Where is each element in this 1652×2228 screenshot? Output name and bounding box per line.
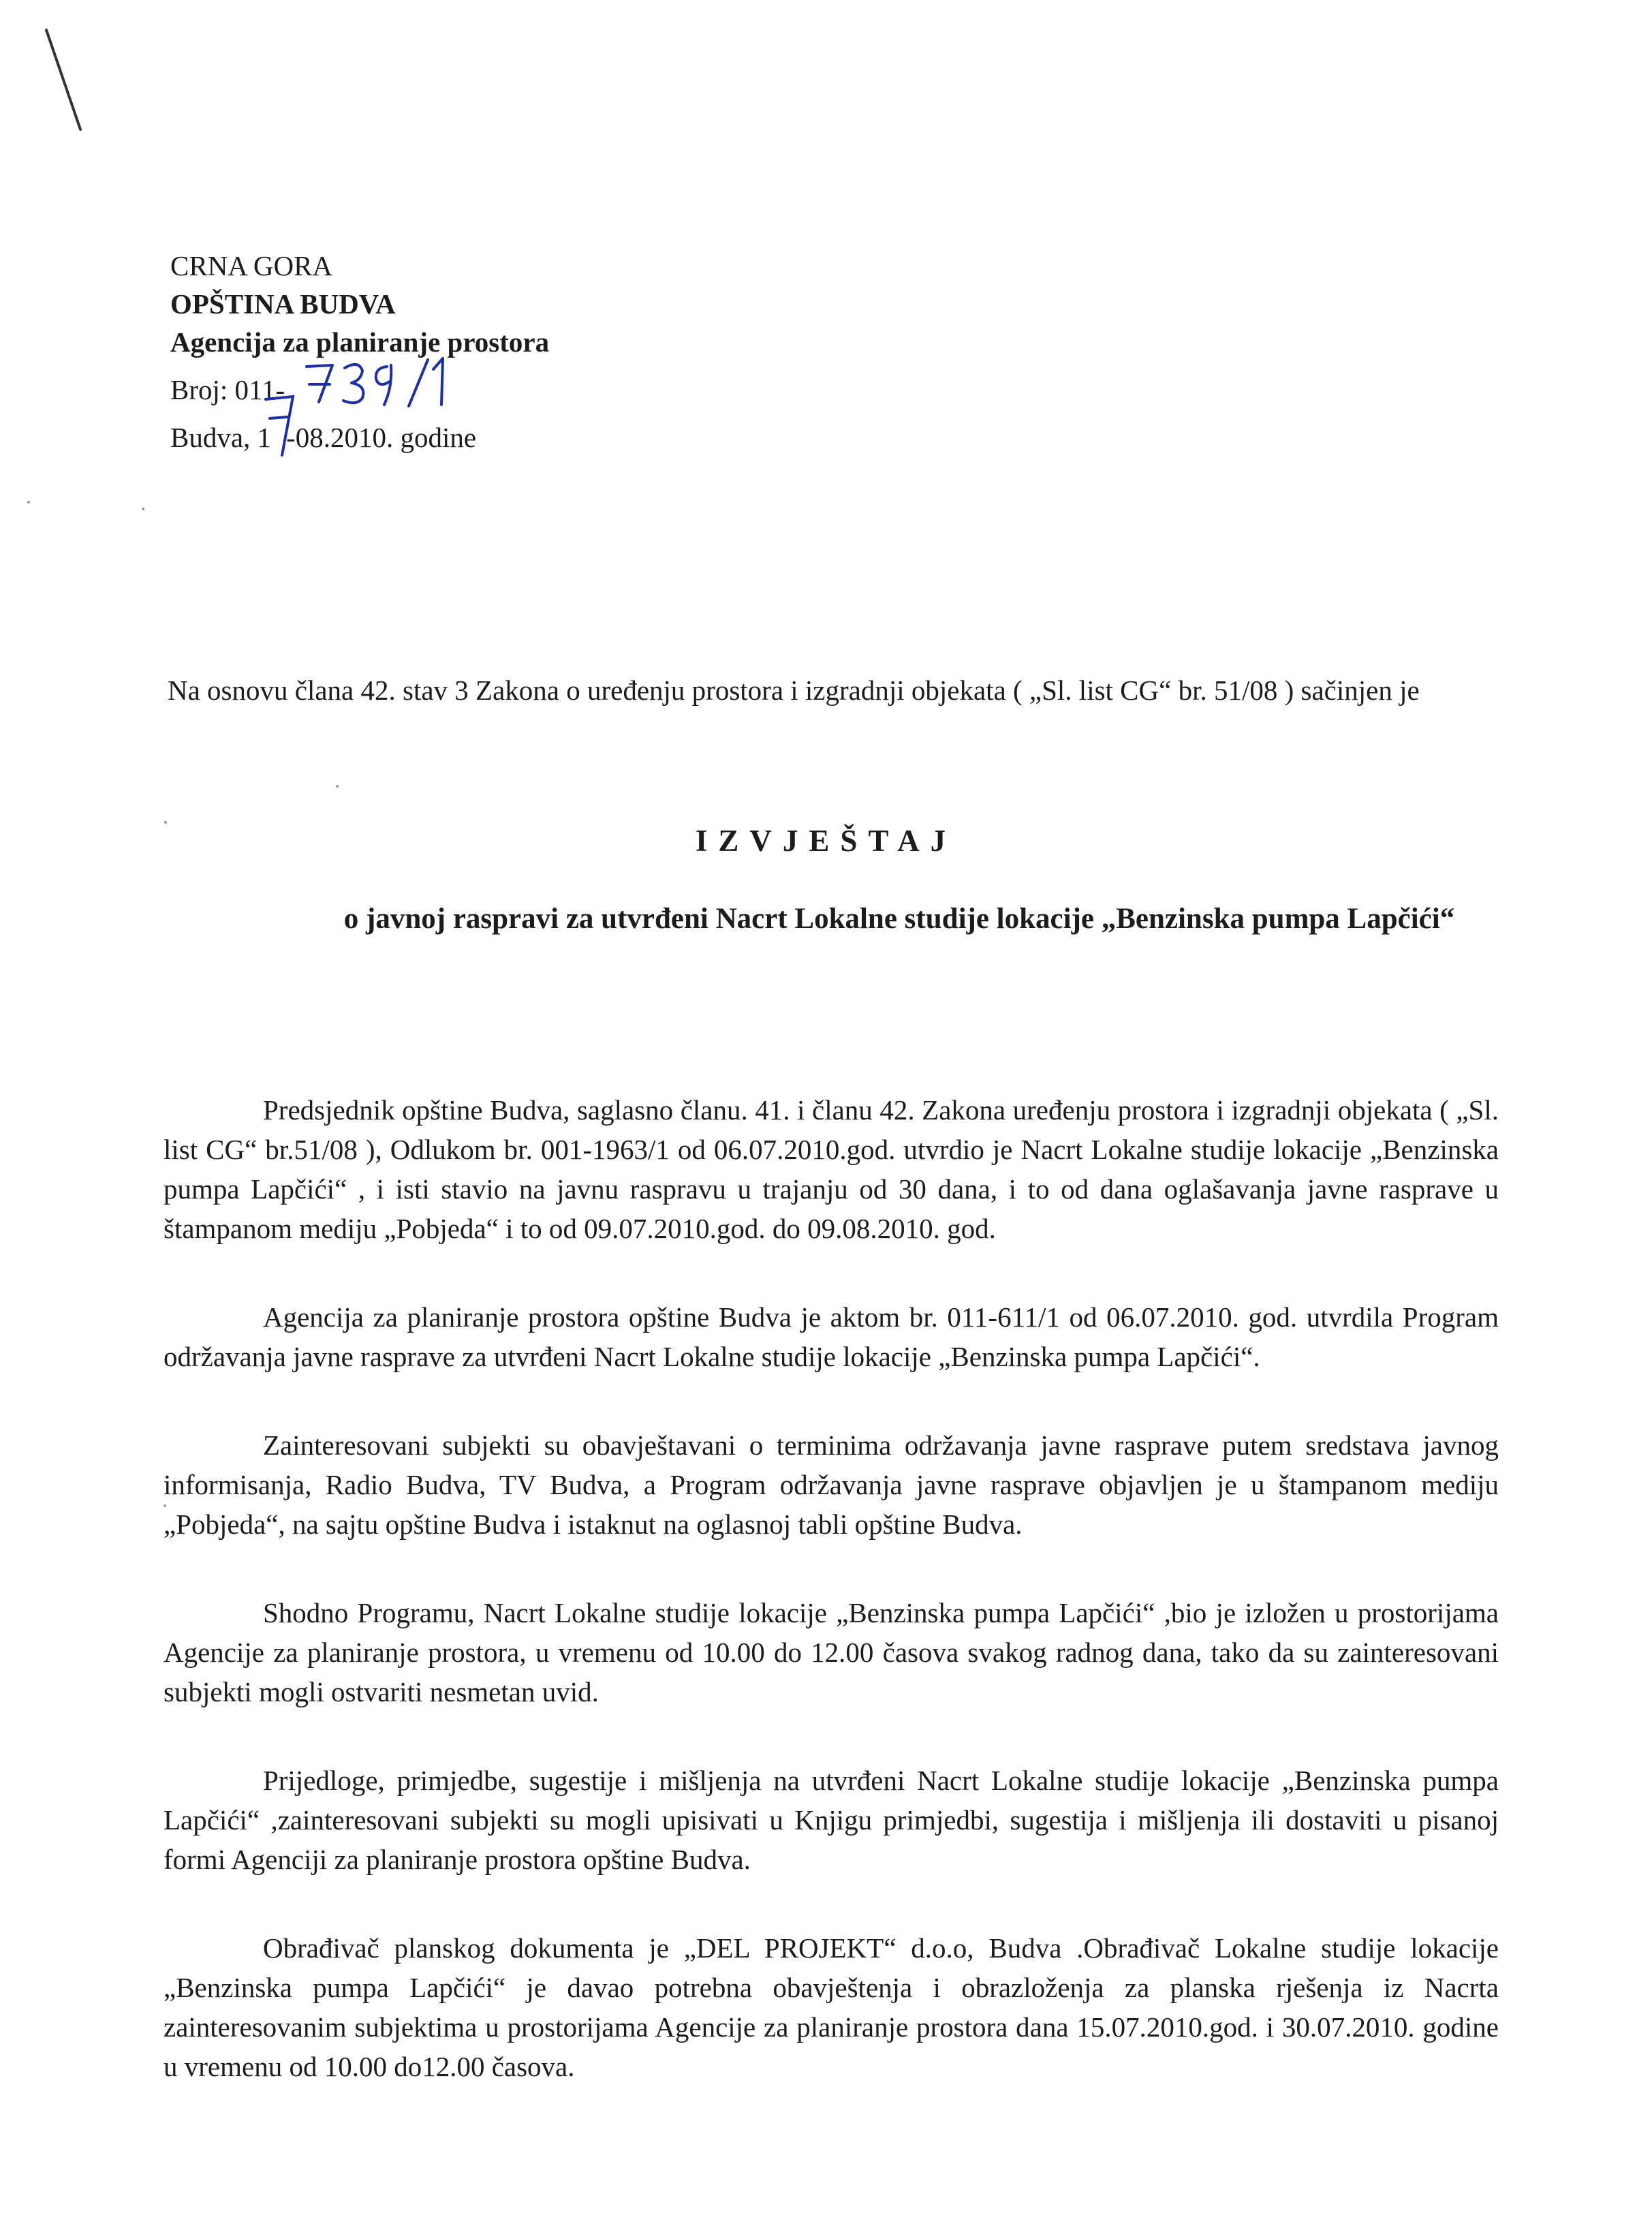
handwritten-number — [292, 361, 428, 399]
intro-paragraph: Na osnovu člana 42. stav 3 Zakona o uređenju prostora i izgradnji objekata ( „Sl. list CG“ br. 51/08 ) sačinjen je — [168, 675, 1420, 706]
header-date — [170, 409, 549, 457]
document-header — [170, 247, 549, 457]
number-label: Broj: 011- — [170, 374, 285, 405]
body-paragraph: Predsjednik opštine Budva, saglasno članu. 41. i članu 42. Zakona uređenju prostora i izgradnji objekata ( „Sl. list CG“ br.51/08 ), Odlukom br. 001-1963/1 od 06.07.2010.god. utvrdio je Nacrt Lokalne studije lokacije „Benzinska pumpa Lapčići“ , i isti stavio na javnu raspravu u trajanju od 30 dana, i to od dana oglašavanja javne rasprave u štampanom mediju „Pobjeda“ i to od 09.07.2010.god. do 09.08.2010. god. — [163, 1094, 1499, 1244]
header-municipality: OPŠTINA BUDVA — [170, 288, 396, 320]
body-paragraph: Shodno Programu, Nacrt Lokalne studije lokacije „Benzinska pumpa Lapčići“ ,bio je izložen u prostorijama Agencije za planiranje prostora, u vremenu od 10.00 do 12.00 časova svakog radnog dana, tako da su zainteresovani subjekti mogli ostvariti nesmetan uvid. — [163, 1597, 1499, 1707]
handwritten-day-correction — [271, 409, 286, 447]
body-paragraph: Agencija za planiranje prostora opštine Budva je aktom br. 011-611/1 od 06.07.2010. god. utvrdila Program održavanja javne rasprave za utvrđeni Nacrt Lokalne studije lokacije „Benzinska pumpa Lapčići“. — [163, 1301, 1499, 1372]
document-body — [163, 1090, 1499, 2135]
margin-stroke-mark — [41, 27, 95, 136]
scan-speck — [27, 501, 30, 504]
document-subtitle: o javnoj raspravi za utvrđeni Nacrt Lokalne studije lokacije „Benzinska pumpa Lapčići“ — [343, 903, 1455, 935]
header-number — [170, 361, 549, 409]
body-paragraph: Zainteresovani subjekti su obavještavani o terminima održavanja javne rasprave putem sredstava javnog informisanja, Radio Budva, TV Budva, a Program održavanja javne rasprave objavljen je u štampanom mediju „Pobjeda“, na sajtu opštine Budva i istaknut na oglasnoj tabli opštine Budva. — [163, 1429, 1499, 1540]
scan-speck — [336, 785, 339, 788]
document-title: IZVJEŠTAJ — [695, 824, 957, 858]
scan-speck — [142, 508, 144, 510]
handwritten-day-image — [262, 382, 302, 457]
header-agency: Agencija za planiranje prostora — [170, 326, 550, 358]
handwritten-number-image — [300, 346, 450, 414]
body-paragraph: Obrađivač planskog dokumenta je „DEL PROJEKT“ d.o.o, Budva .Obrađivač Lokalne studije lokacije „Benzinska pumpa Lapčići“ je davao potrebna obavještenja i obrazloženja za planska rješenja iz Nacrta zainteresovanim subjektima u prostorijama Agencije za planiranje prostora dana 15.07.2010.god. i 30.07.2010. godine u vremenu od 10.00 do12.00 časova. — [163, 1932, 1499, 2082]
date-suffix: -08.2010. godine — [286, 422, 477, 453]
header-country: CRNA GORA — [170, 250, 333, 281]
body-paragraph: Prijedloge, primjedbe, sugestije i mišljenja na utvrđeni Nacrt Lokalne studije lokacije „Benzinska pumpa Lapčići“ ,zainteresovani subjekti su mogli upisivati u Knjigu primjedbi, sugestija i mišljenja ili dostaviti u pisanoj formi Agenciji za planiranje prostora opštine Budva. — [163, 1765, 1499, 1875]
date-prefix: Budva, 1 — [170, 422, 272, 453]
